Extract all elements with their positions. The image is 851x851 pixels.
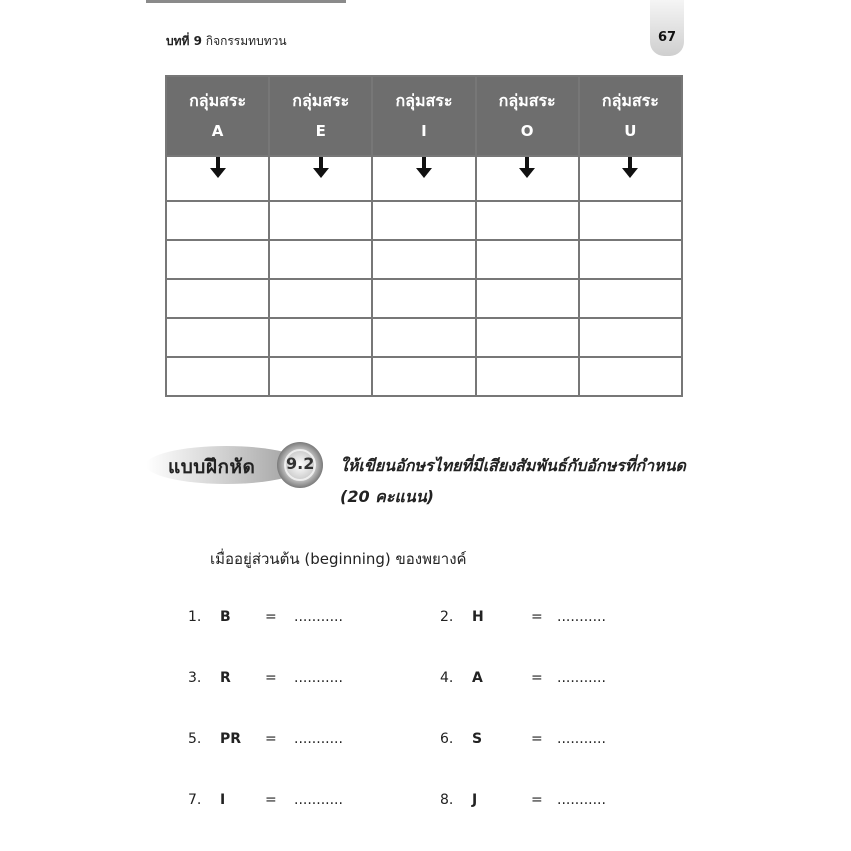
answer-cell[interactable] bbox=[269, 201, 372, 240]
answer-cell[interactable] bbox=[372, 318, 475, 357]
vowel-group-letter: I bbox=[421, 122, 427, 140]
list-item bbox=[440, 792, 680, 812]
list-item bbox=[188, 609, 428, 629]
answer-cell[interactable] bbox=[269, 318, 372, 357]
item-number: 2. bbox=[440, 609, 454, 625]
answer-cell[interactable] bbox=[579, 357, 682, 396]
answer-cell[interactable] bbox=[166, 240, 269, 279]
answer-cell[interactable] bbox=[579, 279, 682, 318]
list-item bbox=[188, 731, 428, 751]
list-item bbox=[188, 792, 428, 812]
item-number: 8. bbox=[440, 792, 454, 808]
exercise-number: 9.2 bbox=[286, 454, 315, 473]
table-row bbox=[166, 240, 682, 279]
arrow-down-icon bbox=[415, 157, 433, 179]
item-letter: PR bbox=[220, 731, 242, 747]
list-item bbox=[440, 731, 680, 751]
answer-blank[interactable]: ........... bbox=[557, 792, 606, 808]
vowel-table-header-row bbox=[166, 76, 682, 156]
vowel-group-title: กลุ่มสระ bbox=[601, 91, 659, 110]
list-item bbox=[440, 670, 680, 690]
item-letter: B bbox=[220, 609, 231, 625]
exercise-label: แบบฝึกหัด bbox=[168, 456, 256, 478]
top-decorative-bar bbox=[146, 0, 346, 3]
table-row bbox=[166, 318, 682, 357]
answer-blank[interactable]: ........... bbox=[557, 609, 606, 625]
answer-cell[interactable] bbox=[476, 240, 579, 279]
table-row bbox=[166, 279, 682, 318]
arrow-down-icon bbox=[518, 157, 536, 179]
answer-cell[interactable] bbox=[372, 279, 475, 318]
exercise-badge bbox=[146, 442, 330, 488]
answer-cell[interactable] bbox=[372, 156, 475, 201]
answer-cell[interactable] bbox=[166, 357, 269, 396]
item-letter: I bbox=[220, 792, 226, 808]
item-number: 4. bbox=[440, 670, 454, 686]
vowel-group-title: กลุ่มสระ bbox=[395, 91, 453, 110]
answer-cell[interactable] bbox=[269, 156, 372, 201]
item-number: 1. bbox=[188, 609, 202, 625]
answer-cell[interactable] bbox=[269, 279, 372, 318]
item-number: 3. bbox=[188, 670, 202, 686]
answer-blank[interactable]: ........... bbox=[294, 792, 343, 808]
vowel-group-title: กลุ่มสระ bbox=[189, 91, 247, 110]
chapter-title: กิจกรรมทบทวน bbox=[205, 34, 287, 48]
answer-cell[interactable] bbox=[579, 240, 682, 279]
exercise-instruction: ให้เขียนอักษรไทยที่มีเสียงสัมพันธ์กับอักษรที่กำหนด (20 คะแนน) bbox=[340, 456, 686, 506]
table-row bbox=[166, 357, 682, 396]
item-letter: R bbox=[220, 670, 231, 686]
equals-sign: = bbox=[265, 731, 277, 747]
table-row bbox=[166, 201, 682, 240]
vowel-group-letter: A bbox=[211, 122, 224, 140]
vowel-group-letter: U bbox=[624, 122, 637, 140]
answer-cell[interactable] bbox=[476, 279, 579, 318]
table-row bbox=[166, 156, 682, 201]
answer-blank[interactable]: ........... bbox=[557, 670, 606, 686]
vowel-group-letter: E bbox=[315, 122, 326, 140]
vowel-column-header bbox=[579, 76, 682, 156]
answer-blank[interactable]: ........... bbox=[294, 670, 343, 686]
vowel-group-title: กลุ่มสระ bbox=[498, 91, 556, 110]
arrow-down-icon bbox=[621, 157, 639, 179]
answer-cell[interactable] bbox=[269, 240, 372, 279]
page-number: 67 bbox=[657, 30, 677, 45]
equals-sign: = bbox=[531, 792, 543, 808]
answer-cell[interactable] bbox=[579, 318, 682, 357]
equals-sign: = bbox=[265, 670, 277, 686]
item-number: 7. bbox=[188, 792, 202, 808]
exercise-subheading: เมื่ออยู่ส่วนต้น (beginning) ของพยางค์ bbox=[210, 550, 467, 568]
item-number: 5. bbox=[188, 731, 202, 747]
chapter-label: บทที่ 9 bbox=[166, 34, 202, 48]
vowel-column-header bbox=[372, 76, 475, 156]
answer-cell[interactable] bbox=[372, 201, 475, 240]
equals-sign: = bbox=[531, 670, 543, 686]
page-number-tab bbox=[650, 0, 684, 56]
answer-blank[interactable]: ........... bbox=[294, 609, 343, 625]
equals-sign: = bbox=[265, 609, 277, 625]
answer-blank[interactable]: ........... bbox=[294, 731, 343, 747]
answer-cell[interactable] bbox=[476, 201, 579, 240]
equals-sign: = bbox=[265, 792, 277, 808]
item-letter: J bbox=[472, 792, 478, 808]
list-item bbox=[188, 670, 428, 690]
vowel-column-header bbox=[269, 76, 372, 156]
answer-cell[interactable] bbox=[166, 279, 269, 318]
arrow-down-icon bbox=[312, 157, 330, 179]
vowel-column-header bbox=[166, 76, 269, 156]
answer-cell[interactable] bbox=[166, 201, 269, 240]
answer-blank[interactable]: ........... bbox=[557, 731, 606, 747]
vowel-column-header bbox=[476, 76, 579, 156]
vowel-group-title: กลุ่มสระ bbox=[292, 91, 350, 110]
item-letter: S bbox=[472, 731, 483, 747]
answer-cell[interactable] bbox=[579, 156, 682, 201]
equals-sign: = bbox=[531, 731, 543, 747]
answer-cell[interactable] bbox=[166, 318, 269, 357]
vowel-group-letter: O bbox=[520, 122, 534, 140]
item-letter: H bbox=[472, 609, 484, 625]
equals-sign: = bbox=[531, 609, 543, 625]
arrow-down-icon bbox=[209, 157, 227, 179]
answer-cell[interactable] bbox=[372, 240, 475, 279]
item-letter: A bbox=[472, 670, 483, 686]
answer-cell[interactable] bbox=[476, 357, 579, 396]
answer-cell[interactable] bbox=[166, 156, 269, 201]
answer-cell[interactable] bbox=[476, 156, 579, 201]
list-item bbox=[440, 609, 680, 629]
answer-cell[interactable] bbox=[476, 318, 579, 357]
vowel-group-table bbox=[165, 75, 683, 397]
answer-cell[interactable] bbox=[269, 357, 372, 396]
chapter-header bbox=[166, 32, 287, 51]
item-number: 6. bbox=[440, 731, 454, 747]
answer-cell[interactable] bbox=[372, 357, 475, 396]
answer-cell[interactable] bbox=[579, 201, 682, 240]
